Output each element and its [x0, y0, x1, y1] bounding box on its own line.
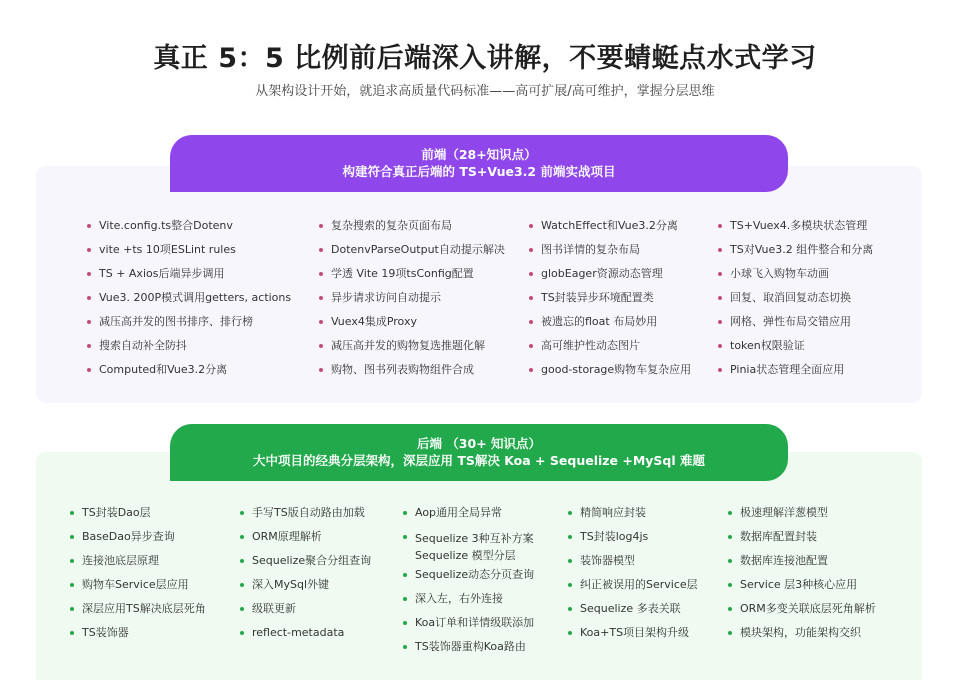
list-item: TS封装log4js: [568, 530, 698, 554]
list-item: 小球飞入购物车动画: [718, 267, 873, 291]
list-item: Koa订单和详情级联添加: [403, 616, 563, 640]
list-item: globEager资源动态管理: [529, 267, 691, 291]
list-item: Sequelize 多表关联: [568, 602, 698, 626]
list-item: 手写TS版自动路由加载: [240, 506, 371, 530]
page-title: 真正 5：5 比例前后端深入讲解，不要蜻蜓点水式学习: [153, 43, 817, 74]
backend-column-2: [240, 506, 371, 650]
list-item: TS+Vuex4.多模块状态管理: [718, 219, 873, 243]
list-item: Service 层3种核心应用: [728, 578, 876, 602]
list-item: 级联更新: [240, 602, 371, 626]
list-item: 数据库连接池配置: [728, 554, 876, 578]
list-item: 网格、弹性布局交错应用: [718, 315, 873, 339]
list-item: WatchEffect和Vue3.2分离: [529, 219, 691, 243]
list-item: DotenvParseOutput自动提示解决: [319, 243, 505, 267]
backend-banner: [170, 424, 788, 481]
list-item: vite +ts 10项ESLint rules: [87, 243, 291, 267]
list-item: Koa+TS项目架构升级: [568, 626, 698, 650]
list-item: Pinia状态管理全面应用: [718, 363, 873, 387]
list-item: ORM原理解析: [240, 530, 371, 554]
list-item: TS + Axios后端异步调用: [87, 267, 291, 291]
page-subtitle: 从架构设计开始，就追求高质量代码标准——高可扩展/高可维护，掌握分层思维: [255, 84, 715, 99]
list-item: 减压高并发的购物复选推题化解: [319, 339, 505, 363]
list-item: TS封装异步环境配置类: [529, 291, 691, 315]
frontend-banner: [170, 135, 788, 192]
list-item: 极速理解洋葱模型: [728, 506, 876, 530]
frontend-banner-subtitle: 构建符合真正后端的 TS+Vue3.2 前端实战项目: [342, 164, 616, 179]
list-item: 搜索自动补全防抖: [87, 339, 291, 363]
frontend-column-3: [529, 219, 691, 387]
backend-banner-subtitle: 大中项目的经典分层架构，深层应用 TS解决 Koa + Sequelize +MySql 难题: [252, 453, 706, 468]
list-item: Sequelize动态分页查询: [403, 568, 563, 592]
list-item: 减压高并发的图书排序、排行榜: [87, 315, 291, 339]
list-item: 被遗忘的float 布局妙用: [529, 315, 691, 339]
list-item: Sequelize聚合分组查询: [240, 554, 371, 578]
list-item: 深入左，右外连接: [403, 592, 563, 616]
list-item: BaseDao异步查询: [70, 530, 206, 554]
list-item: Vite.config.ts整合Dotenv: [87, 219, 291, 243]
list-item: 模块架构，功能架构交织: [728, 626, 876, 650]
list-item: 深入MySql外键: [240, 578, 371, 602]
frontend-column-2: [319, 219, 505, 387]
backend-banner-title: 后端 （30+ 知识点）: [416, 436, 542, 451]
list-item: 纠正被误用的Service层: [568, 578, 698, 602]
backend-column-5: [728, 506, 876, 650]
list-item: 购物、图书列表购物组件合成: [319, 363, 505, 387]
list-item: 异步请求访问自动提示: [319, 291, 505, 315]
list-item: 高可维护性动态图片: [529, 339, 691, 363]
list-item: TS封装Dao层: [70, 506, 206, 530]
list-item: Vue3. 200P模式调用getters, actions: [87, 291, 291, 315]
list-item: token权限验证: [718, 339, 873, 363]
list-item: TS装饰器重构Koa路由: [403, 640, 563, 664]
list-item: 学透 Vite 19项tsConfig配置: [319, 267, 505, 291]
list-item: 连接池底层原理: [70, 554, 206, 578]
list-item: 回复、取消回复动态切换: [718, 291, 873, 315]
list-item: 精简响应封装: [568, 506, 698, 530]
list-item: Sequelize 3种互补方案 Sequelize 模型分层: [403, 530, 563, 568]
list-item: 装饰器模型: [568, 554, 698, 578]
list-item: 深层应用TS解决底层死角: [70, 602, 206, 626]
list-item: ORM多变关联底层死角解析: [728, 602, 876, 626]
list-item: TS装饰器: [70, 626, 206, 650]
list-item: Computed和Vue3.2分离: [87, 363, 291, 387]
list-item: good-storage购物车复杂应用: [529, 363, 691, 387]
backend-column-1: [70, 506, 206, 650]
list-item: 图书详情的复杂布局: [529, 243, 691, 267]
list-item: Vuex4集成Proxy: [319, 315, 505, 339]
backend-column-3: [403, 506, 563, 664]
frontend-column-4: [718, 219, 873, 387]
list-item: 数据库配置封装: [728, 530, 876, 554]
frontend-column-1: [87, 219, 291, 387]
list-item: 购物车Service层应用: [70, 578, 206, 602]
backend-column-4: [568, 506, 698, 650]
list-item: 复杂搜索的复杂页面布局: [319, 219, 505, 243]
list-item: reflect-metadata: [240, 626, 371, 650]
list-item: TS对Vue3.2 组件整合和分离: [718, 243, 873, 267]
list-item: Aop通用全局异常: [403, 506, 563, 530]
frontend-banner-title: 前端（28+知识点）: [421, 147, 537, 162]
